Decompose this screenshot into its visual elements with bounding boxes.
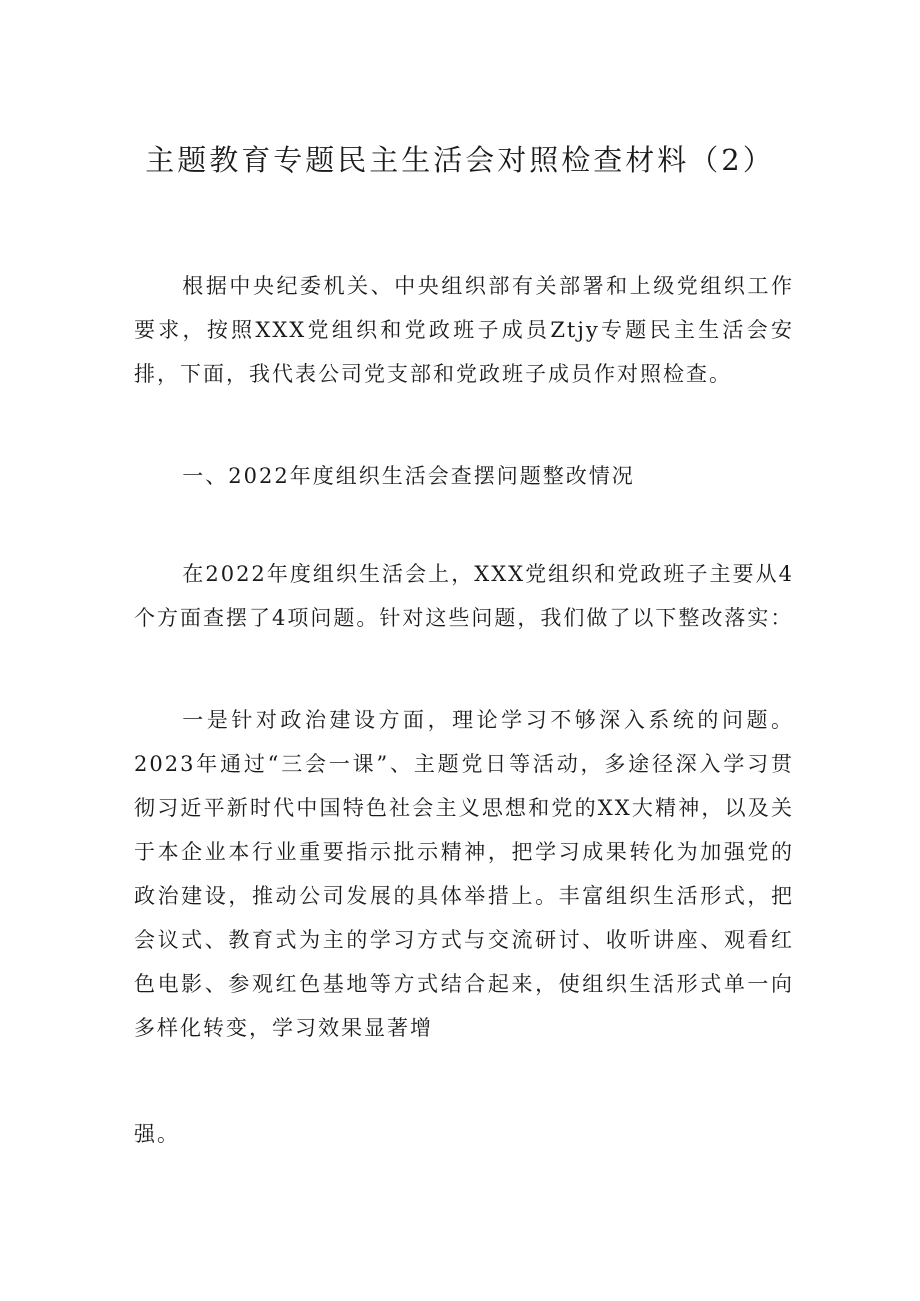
summary-paragraph: 在2022年度组织生活会上，XXX党组织和党政班子主要从4个方面查摆了4项问题。针对这些问题，我们做了以下整改落实： (134, 562, 794, 630)
paragraph-tail: 强。 (134, 1122, 180, 1146)
section-heading: 一、2022年度组织生活会查摆问题整改情况 (182, 464, 635, 488)
document-title: 主题教育专题民主生活会对照检查材料（2） (145, 143, 775, 177)
rectification-paragraph: 一是针对政治建设方面，理论学习不够深入系统的问题。2023年通过“三会一课”、主题党日等活动，多途径深入学习贯彻习近平新时代中国特色社会主义思想和党的XX大精神，以及关于本企业本行业重要指示批示精神，把学习成果转化为加强党的政治建设，推动公司发展的具体举措上。丰富组织生活形式，把会议式、教育式为主的学习方式与交流研讨、收听讲座、观看红色电影、参观红色基地等方式结合起来，使组织生活形式单一向多样化转变，学习效果显著增 (134, 708, 794, 1040)
intro-paragraph: 根据中央纪委机关、中央组织部有关部署和上级党组织工作要求，按照XXX党组织和党政班子成员Ztjy专题民主生活会安排，下面，我代表公司党支部和党政班子成员作对照检查。 (134, 274, 794, 386)
